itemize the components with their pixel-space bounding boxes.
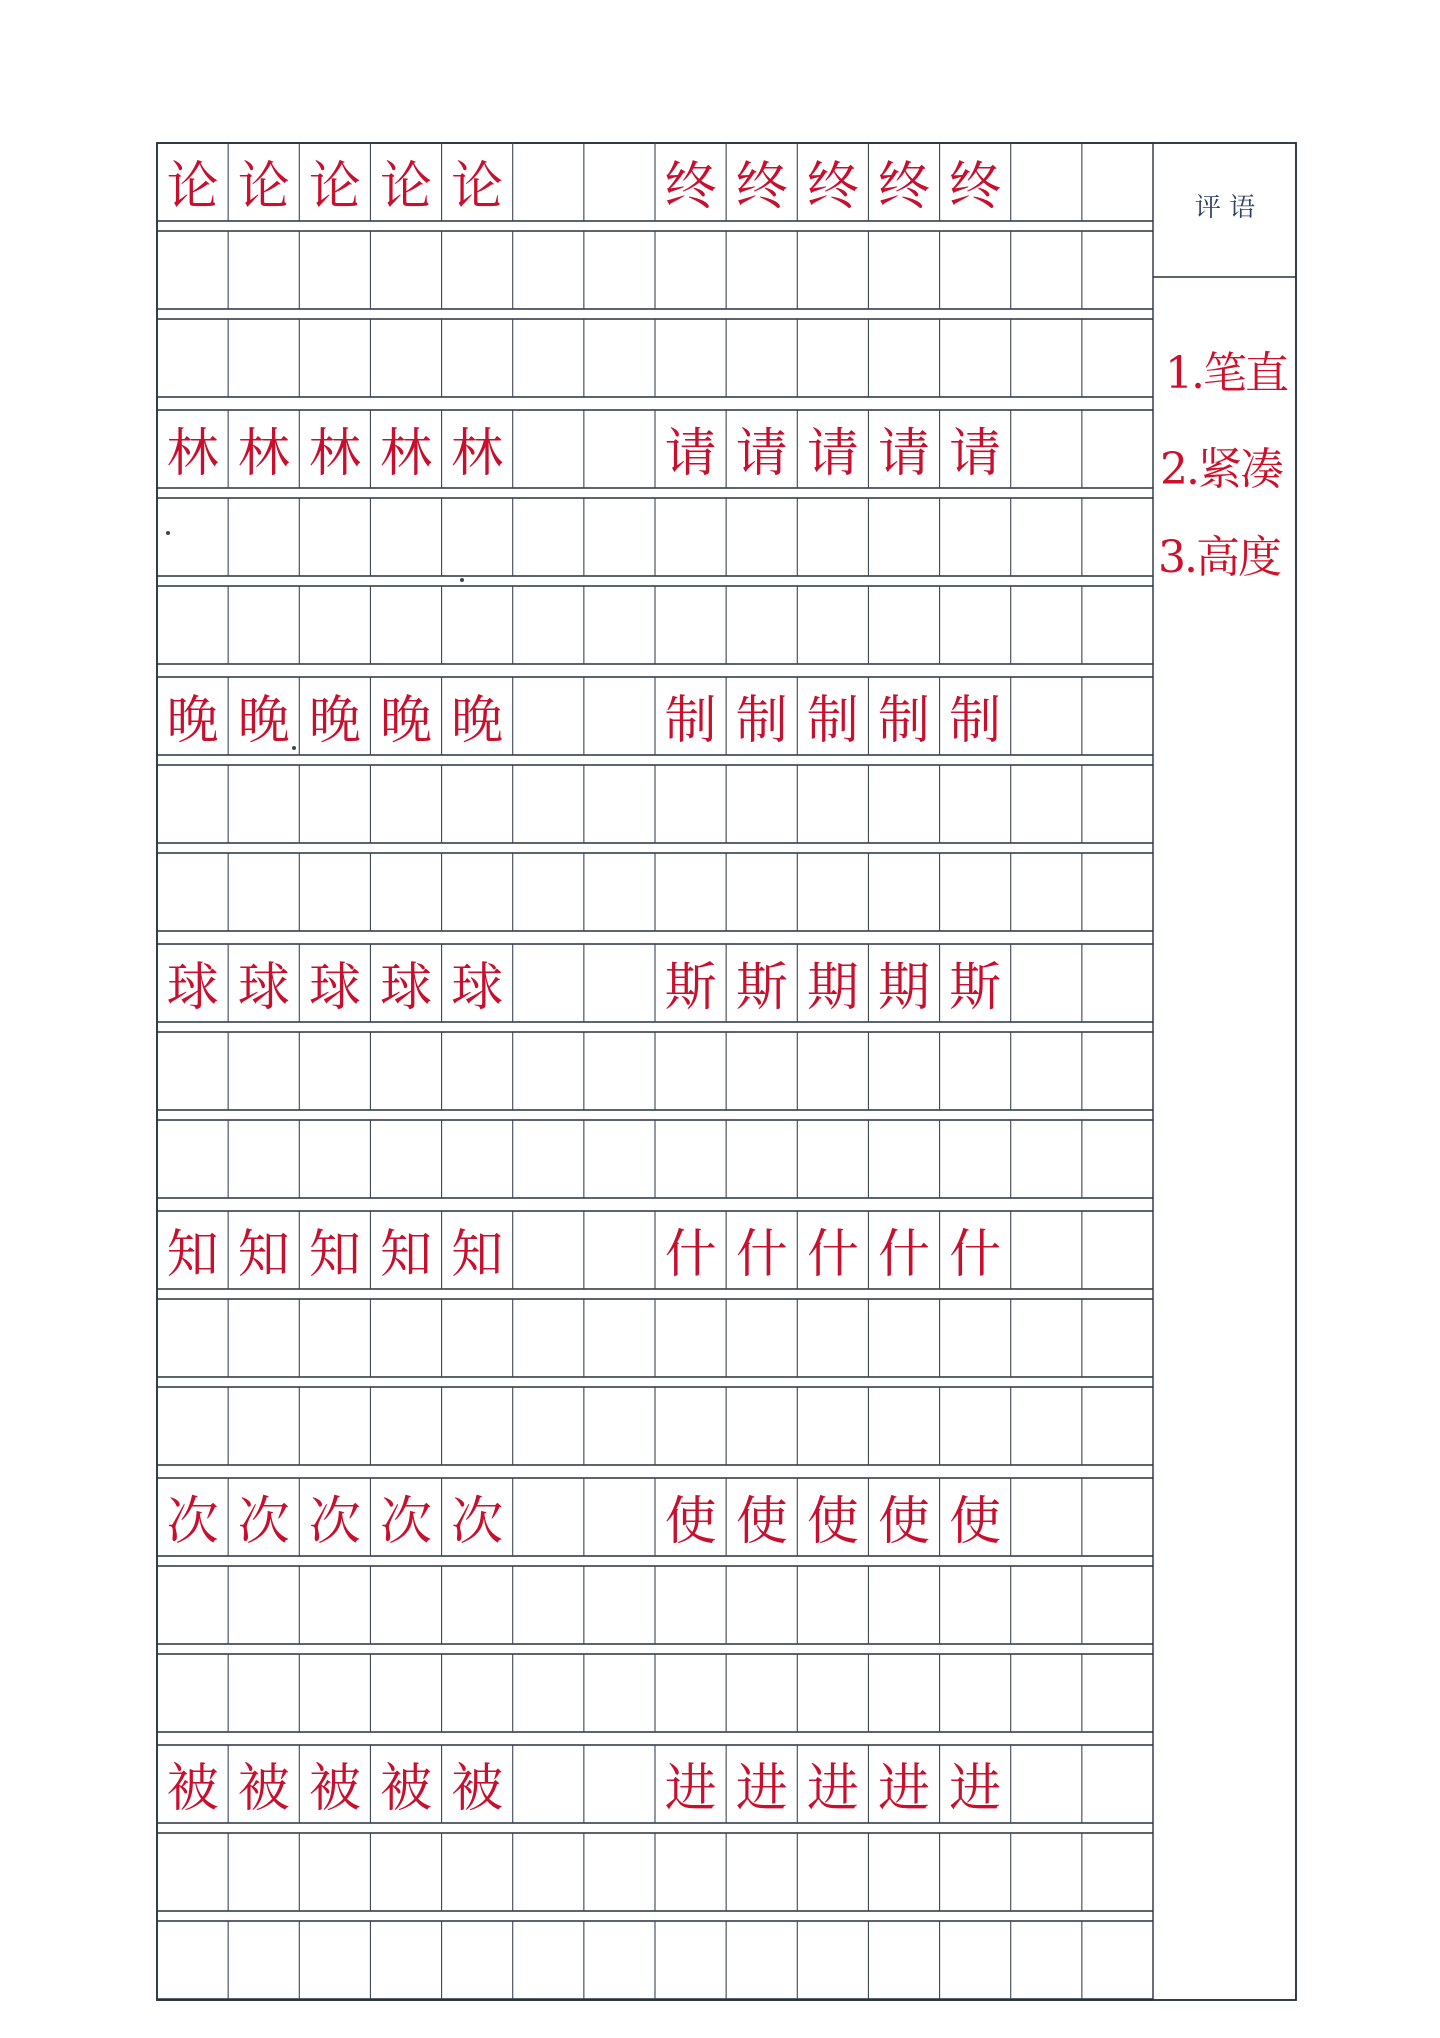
- practice-char-right: 期: [806, 957, 859, 1018]
- pencil-mark: [166, 531, 170, 535]
- practice-char-left: 论: [308, 156, 361, 217]
- practice-char-right: 什: [664, 1224, 717, 1285]
- practice-char-right: 请: [664, 423, 717, 484]
- practice-char-left: 被: [308, 1758, 361, 1819]
- practice-char-left: 被: [451, 1758, 504, 1819]
- practice-char-left: 球: [308, 957, 361, 1018]
- practice-char-left: 知: [237, 1224, 290, 1285]
- practice-char-left: 次: [166, 1491, 219, 1552]
- practice-char-right: 请: [806, 423, 859, 484]
- practice-char-right: 制: [806, 690, 859, 751]
- practice-char-left: 晚: [237, 690, 290, 751]
- practice-char-right: 终: [806, 156, 859, 217]
- practice-char-right: 期: [877, 957, 931, 1018]
- practice-char-left: 晚: [379, 690, 433, 751]
- practice-char-right: 终: [949, 156, 1002, 217]
- practice-char-left: 次: [237, 1491, 290, 1552]
- practice-char-left: 林: [379, 423, 433, 484]
- practice-char-right: 进: [735, 1758, 788, 1819]
- practice-char-left: 林: [308, 423, 361, 484]
- practice-char-left: 次: [451, 1491, 504, 1552]
- practice-char-right: 斯: [949, 957, 1002, 1018]
- practice-char-left: 球: [379, 957, 433, 1018]
- practice-char-left: 论: [237, 156, 290, 217]
- practice-char-left: 球: [451, 957, 504, 1018]
- practice-char-right: 请: [735, 423, 788, 484]
- practice-char-left: 晚: [166, 690, 219, 751]
- practice-char-right: 制: [949, 690, 1002, 751]
- practice-char-right: 斯: [735, 957, 788, 1018]
- practice-char-left: 知: [308, 1224, 361, 1285]
- practice-char-right: 制: [877, 690, 931, 751]
- practice-char-left: 知: [166, 1224, 219, 1285]
- practice-char-right: 什: [806, 1224, 859, 1285]
- practice-char-left: 论: [166, 156, 219, 217]
- practice-char-left: 球: [237, 957, 290, 1018]
- practice-char-right: 使: [806, 1491, 859, 1552]
- practice-char-right: 制: [664, 690, 717, 751]
- pencil-mark: [292, 746, 296, 750]
- practice-char-right: 使: [664, 1491, 717, 1552]
- comment-line-1: 1.笔直: [1165, 348, 1287, 399]
- practice-char-left: 林: [237, 423, 290, 484]
- pencil-mark: [460, 578, 464, 582]
- practice-char-right: 进: [877, 1758, 931, 1819]
- practice-char-left: 知: [379, 1224, 433, 1285]
- practice-char-left: 晚: [451, 690, 504, 751]
- practice-char-right: 进: [949, 1758, 1002, 1819]
- practice-char-left: 林: [451, 423, 504, 484]
- practice-char-left: 林: [166, 423, 219, 484]
- practice-char-right: 什: [949, 1224, 1002, 1285]
- practice-char-right: 什: [877, 1224, 931, 1285]
- practice-char-right: 进: [806, 1758, 859, 1819]
- practice-char-right: 进: [664, 1758, 717, 1819]
- practice-char-left: 被: [166, 1758, 219, 1819]
- practice-char-right: 使: [735, 1491, 788, 1552]
- practice-grid: [157, 143, 1296, 2000]
- practice-char-right: 使: [877, 1491, 931, 1552]
- practice-char-left: 被: [237, 1758, 290, 1819]
- practice-char-right: 制: [735, 690, 788, 751]
- comment-line-2: 2.紧凑: [1160, 444, 1282, 495]
- practice-char-left: 次: [379, 1491, 433, 1552]
- practice-char-left: 球: [166, 957, 219, 1018]
- practice-char-right: 终: [877, 156, 931, 217]
- practice-char-left: 次: [308, 1491, 361, 1552]
- practice-char-right: 使: [949, 1491, 1002, 1552]
- comment-panel: [1158, 193, 1288, 583]
- practice-char-right: 什: [735, 1224, 788, 1285]
- practice-char-left: 被: [379, 1758, 433, 1819]
- practice-char-right: 请: [949, 423, 1002, 484]
- practice-char-left: 晚: [308, 690, 361, 751]
- practice-char-right: 斯: [664, 957, 717, 1018]
- practice-char-left: 论: [451, 156, 504, 217]
- practice-char-left: 论: [379, 156, 433, 217]
- practice-char-left: 知: [451, 1224, 504, 1285]
- practice-char-right: 终: [664, 156, 717, 217]
- comment-line-3: 3.高度: [1158, 532, 1280, 583]
- comment-header: 评 语: [1194, 193, 1256, 223]
- practice-char-right: 终: [735, 156, 788, 217]
- practice-char-right: 请: [877, 423, 931, 484]
